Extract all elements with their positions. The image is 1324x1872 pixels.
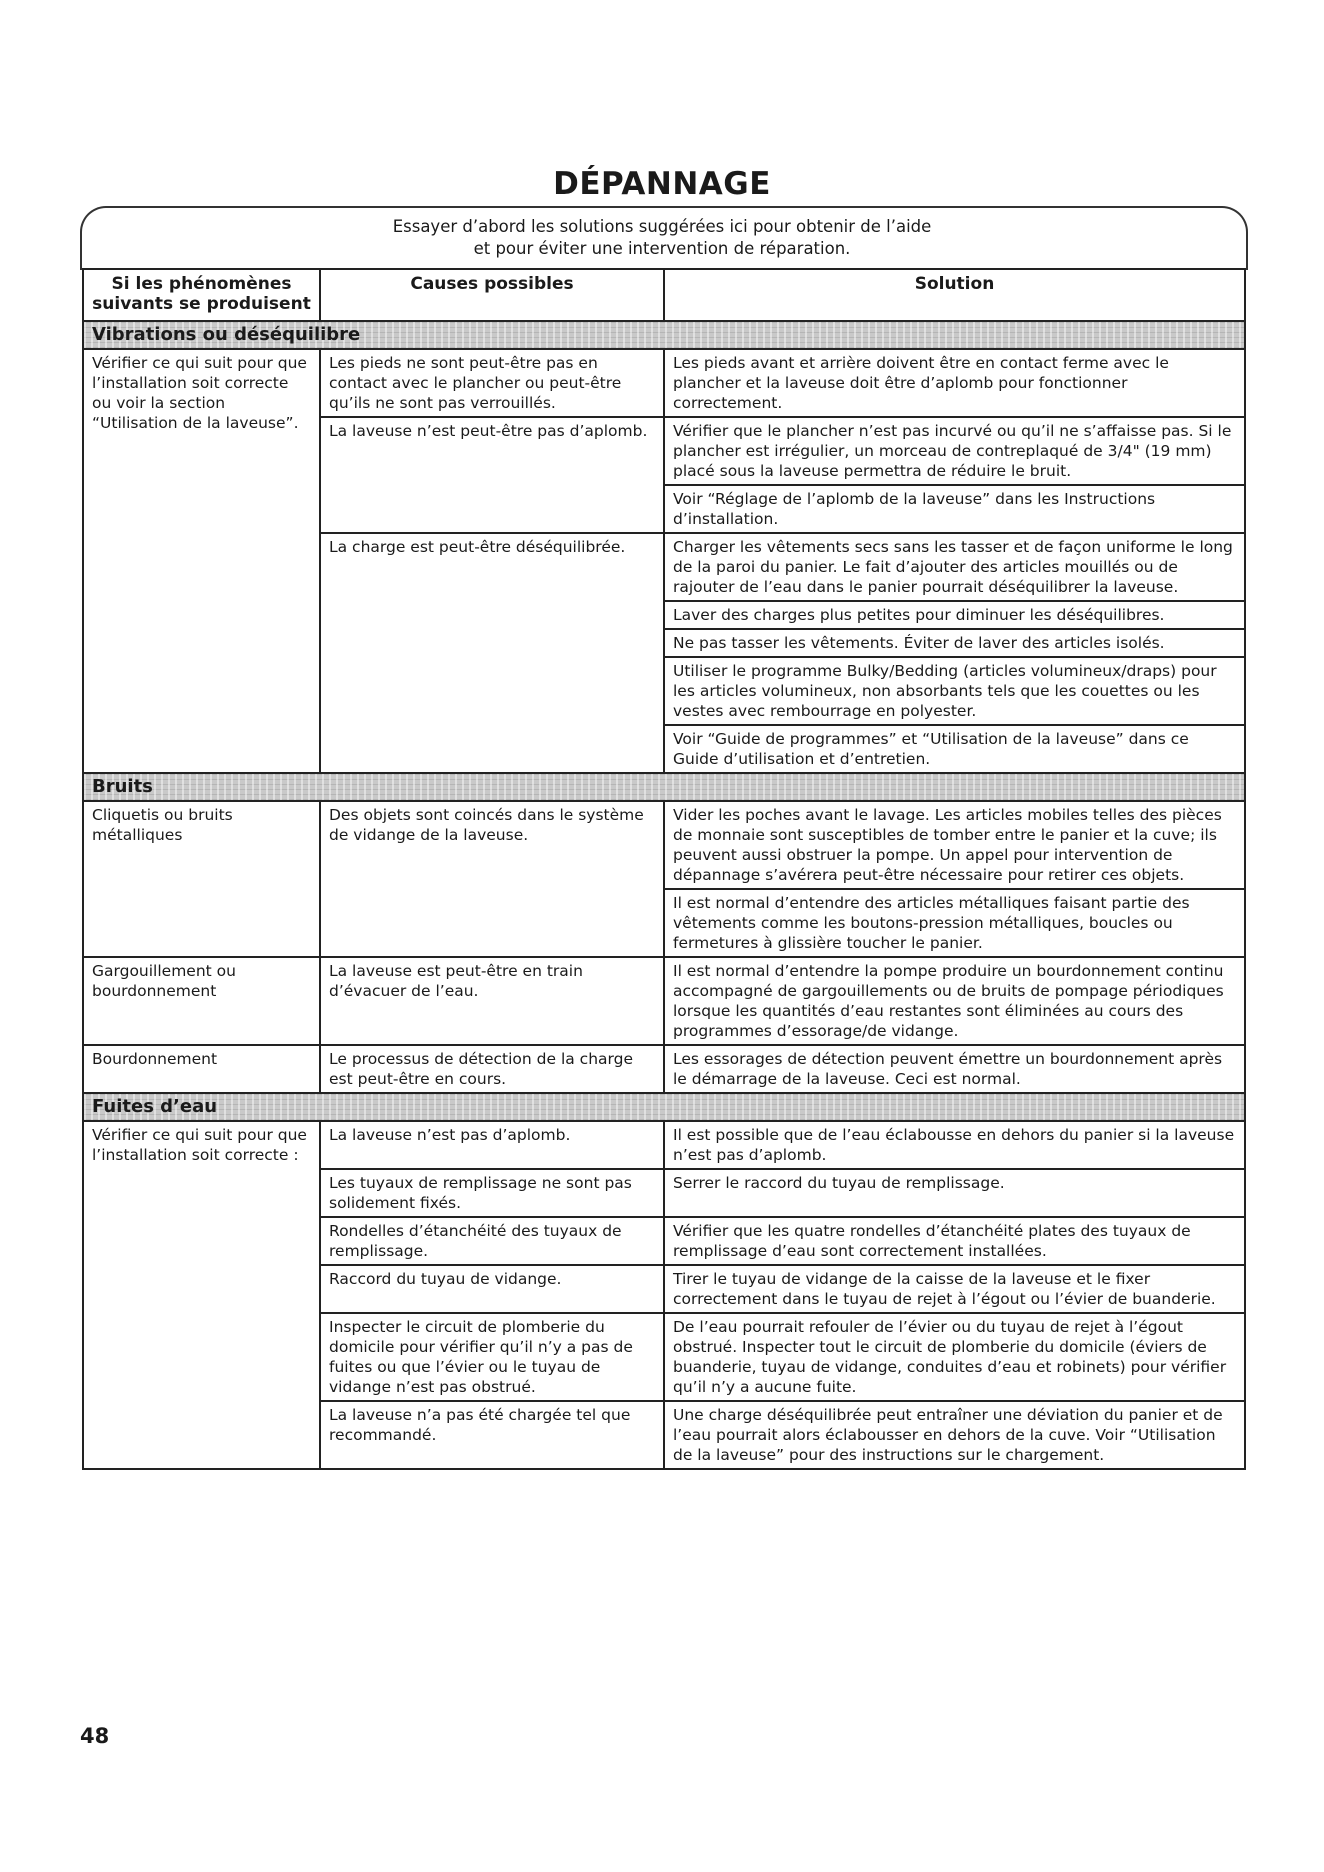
intro-line-1: Essayer d’abord les solutions suggérées ici pour obtenir de l’aide: [392, 217, 932, 236]
intro-text: [0, 216, 1324, 260]
section-title: Bruits: [83, 773, 1245, 801]
cause-cell: La laveuse est peut-être en train d’évacuer de l’eau.: [320, 957, 664, 1045]
page-title: DÉPANNAGE: [553, 166, 771, 202]
solution-cell: Vérifier que le plancher n’est pas incurvé ou qu’il ne s’affaisse pas. Si le plancher est irrégulier, un morceau de contreplaqué de 3/4" (19 mm) placé sous la laveuse permettra de réduire le bruit.: [664, 417, 1245, 485]
solution-cell: Voir “Réglage de l’aplomb de la laveuse” dans les Instructions d’installation.: [664, 485, 1245, 533]
solution-cell: De l’eau pourrait refouler de l’évier ou du tuyau de rejet à l’égout obstrué. Inspecter tout le circuit de plomberie du domicile (éviers de buanderie, tuyau de vidange, conduites d’eau et robinets) pour vérifier qu’il n’y a aucune fuite.: [664, 1313, 1245, 1401]
phenomenon-cell: Vérifier ce qui suit pour que l’installation soit correcte ou voir la section “Utilisation de la laveuse”.: [83, 349, 320, 773]
solution-cell: Tirer le tuyau de vidange de la caisse de la laveuse et le fixer correctement dans le tuyau de rejet à l’égout ou l’évier de buanderie.: [664, 1265, 1245, 1313]
phenomenon-cell: Cliquetis ou bruits métalliques: [83, 801, 320, 957]
table-row: [83, 1045, 1245, 1093]
section-title: Fuites d’eau: [83, 1093, 1245, 1121]
header-phenomena: Si les phénomènes suivants se produisent: [83, 269, 320, 321]
solution-cell: Ne pas tasser les vêtements. Éviter de laver des articles isolés.: [664, 629, 1245, 657]
table-row: [83, 1121, 1245, 1169]
cause-cell: Les tuyaux de remplissage ne sont pas solidement fixés.: [320, 1169, 664, 1217]
solution-cell: Laver des charges plus petites pour diminuer les déséquilibres.: [664, 601, 1245, 629]
section-row: [83, 321, 1245, 349]
cause-cell: La charge est peut-être déséquilibrée.: [320, 533, 664, 773]
solution-cell: Les pieds avant et arrière doivent être en contact ferme avec le plancher et la laveuse doit être d’aplomb pour fonctionner correctement.: [664, 349, 1245, 417]
table-body: [83, 321, 1245, 1469]
intro-line-2: et pour éviter une intervention de réparation.: [473, 239, 851, 258]
page-number: 48: [80, 1724, 110, 1748]
phenomenon-cell: Gargouillement ou bourdonnement: [83, 957, 320, 1045]
cause-cell: Rondelles d’étanchéité des tuyaux de remplissage.: [320, 1217, 664, 1265]
section-row: [83, 1093, 1245, 1121]
table-row: [83, 957, 1245, 1045]
table-row: [83, 349, 1245, 417]
section-row: [83, 773, 1245, 801]
solution-cell: Voir “Guide de programmes” et “Utilisation de la laveuse” dans ce Guide d’utilisation et d’entretien.: [664, 725, 1245, 773]
solution-cell: Il est possible que de l’eau éclabousse en dehors du panier si la laveuse n’est pas d’aplomb.: [664, 1121, 1245, 1169]
phenomenon-cell: Vérifier ce qui suit pour que l’installation soit correcte :: [83, 1121, 320, 1469]
solution-cell: Il est normal d’entendre la pompe produire un bourdonnement continu accompagné de gargouillements ou de bruits de pompage périodiques lorsque les quantités d’eau restantes sont éliminées au cours des programmes d’essorage/de vidange.: [664, 957, 1245, 1045]
table-header-row: [83, 269, 1245, 321]
header-causes: Causes possibles: [320, 269, 664, 321]
solution-cell: Utiliser le programme Bulky/Bedding (articles volumineux/draps) pour les articles volumineux, non absorbants tels que les couettes ou les vestes avec rembourrage en polyester.: [664, 657, 1245, 725]
solution-cell: Les essorages de détection peuvent émettre un bourdonnement après le démarrage de la laveuse. Ceci est normal.: [664, 1045, 1245, 1093]
cause-cell: Inspecter le circuit de plomberie du domicile pour vérifier qu’il n’y a pas de fuites ou que l’évier ou le tuyau de vidange n’est pas obstrué.: [320, 1313, 664, 1401]
cause-cell: Le processus de détection de la charge est peut-être en cours.: [320, 1045, 664, 1093]
troubleshooting-table: [82, 268, 1246, 1470]
solution-cell: Vérifier que les quatre rondelles d’étanchéité plates des tuyaux de remplissage d’eau sont correctement installées.: [664, 1217, 1245, 1265]
cause-cell: Les pieds ne sont peut-être pas en contact avec le plancher ou peut-être qu’ils ne sont pas verrouillés.: [320, 349, 664, 417]
solution-cell: Il est normal d’entendre des articles métalliques faisant partie des vêtements comme les boutons-pression métalliques, boucles ou fermetures à glissière toucher le panier.: [664, 889, 1245, 957]
header-solution: Solution: [664, 269, 1245, 321]
cause-cell: Raccord du tuyau de vidange.: [320, 1265, 664, 1313]
phenomenon-cell: Bourdonnement: [83, 1045, 320, 1093]
cause-cell: La laveuse n’a pas été chargée tel que recommandé.: [320, 1401, 664, 1469]
solution-cell: Une charge déséquilibrée peut entraîner une déviation du panier et de l’eau pourrait alors éclabousser en dehors de la cuve. Voir “Utilisation de la laveuse” pour des instructions sur le chargement.: [664, 1401, 1245, 1469]
solution-cell: Charger les vêtements secs sans les tasser et de façon uniforme le long de la paroi du panier. Le fait d’ajouter des articles mouillés ou de rajouter de l’eau dans le panier pourrait déséquilibrer la laveuse.: [664, 533, 1245, 601]
cause-cell: Des objets sont coincés dans le système de vidange de la laveuse.: [320, 801, 664, 957]
table-row: [83, 801, 1245, 889]
cause-cell: La laveuse n’est peut-être pas d’aplomb.: [320, 417, 664, 533]
section-title: Vibrations ou déséquilibre: [83, 321, 1245, 349]
solution-cell: Serrer le raccord du tuyau de remplissage.: [664, 1169, 1245, 1217]
cause-cell: La laveuse n’est pas d’aplomb.: [320, 1121, 664, 1169]
solution-cell: Vider les poches avant le lavage. Les articles mobiles telles des pièces de monnaie sont susceptibles de tomber entre le panier et la cuve; ils peuvent aussi obstruer la pompe. Un appel pour intervention de dépannage s’avérera peut-être nécessaire pour retirer ces objets.: [664, 801, 1245, 889]
